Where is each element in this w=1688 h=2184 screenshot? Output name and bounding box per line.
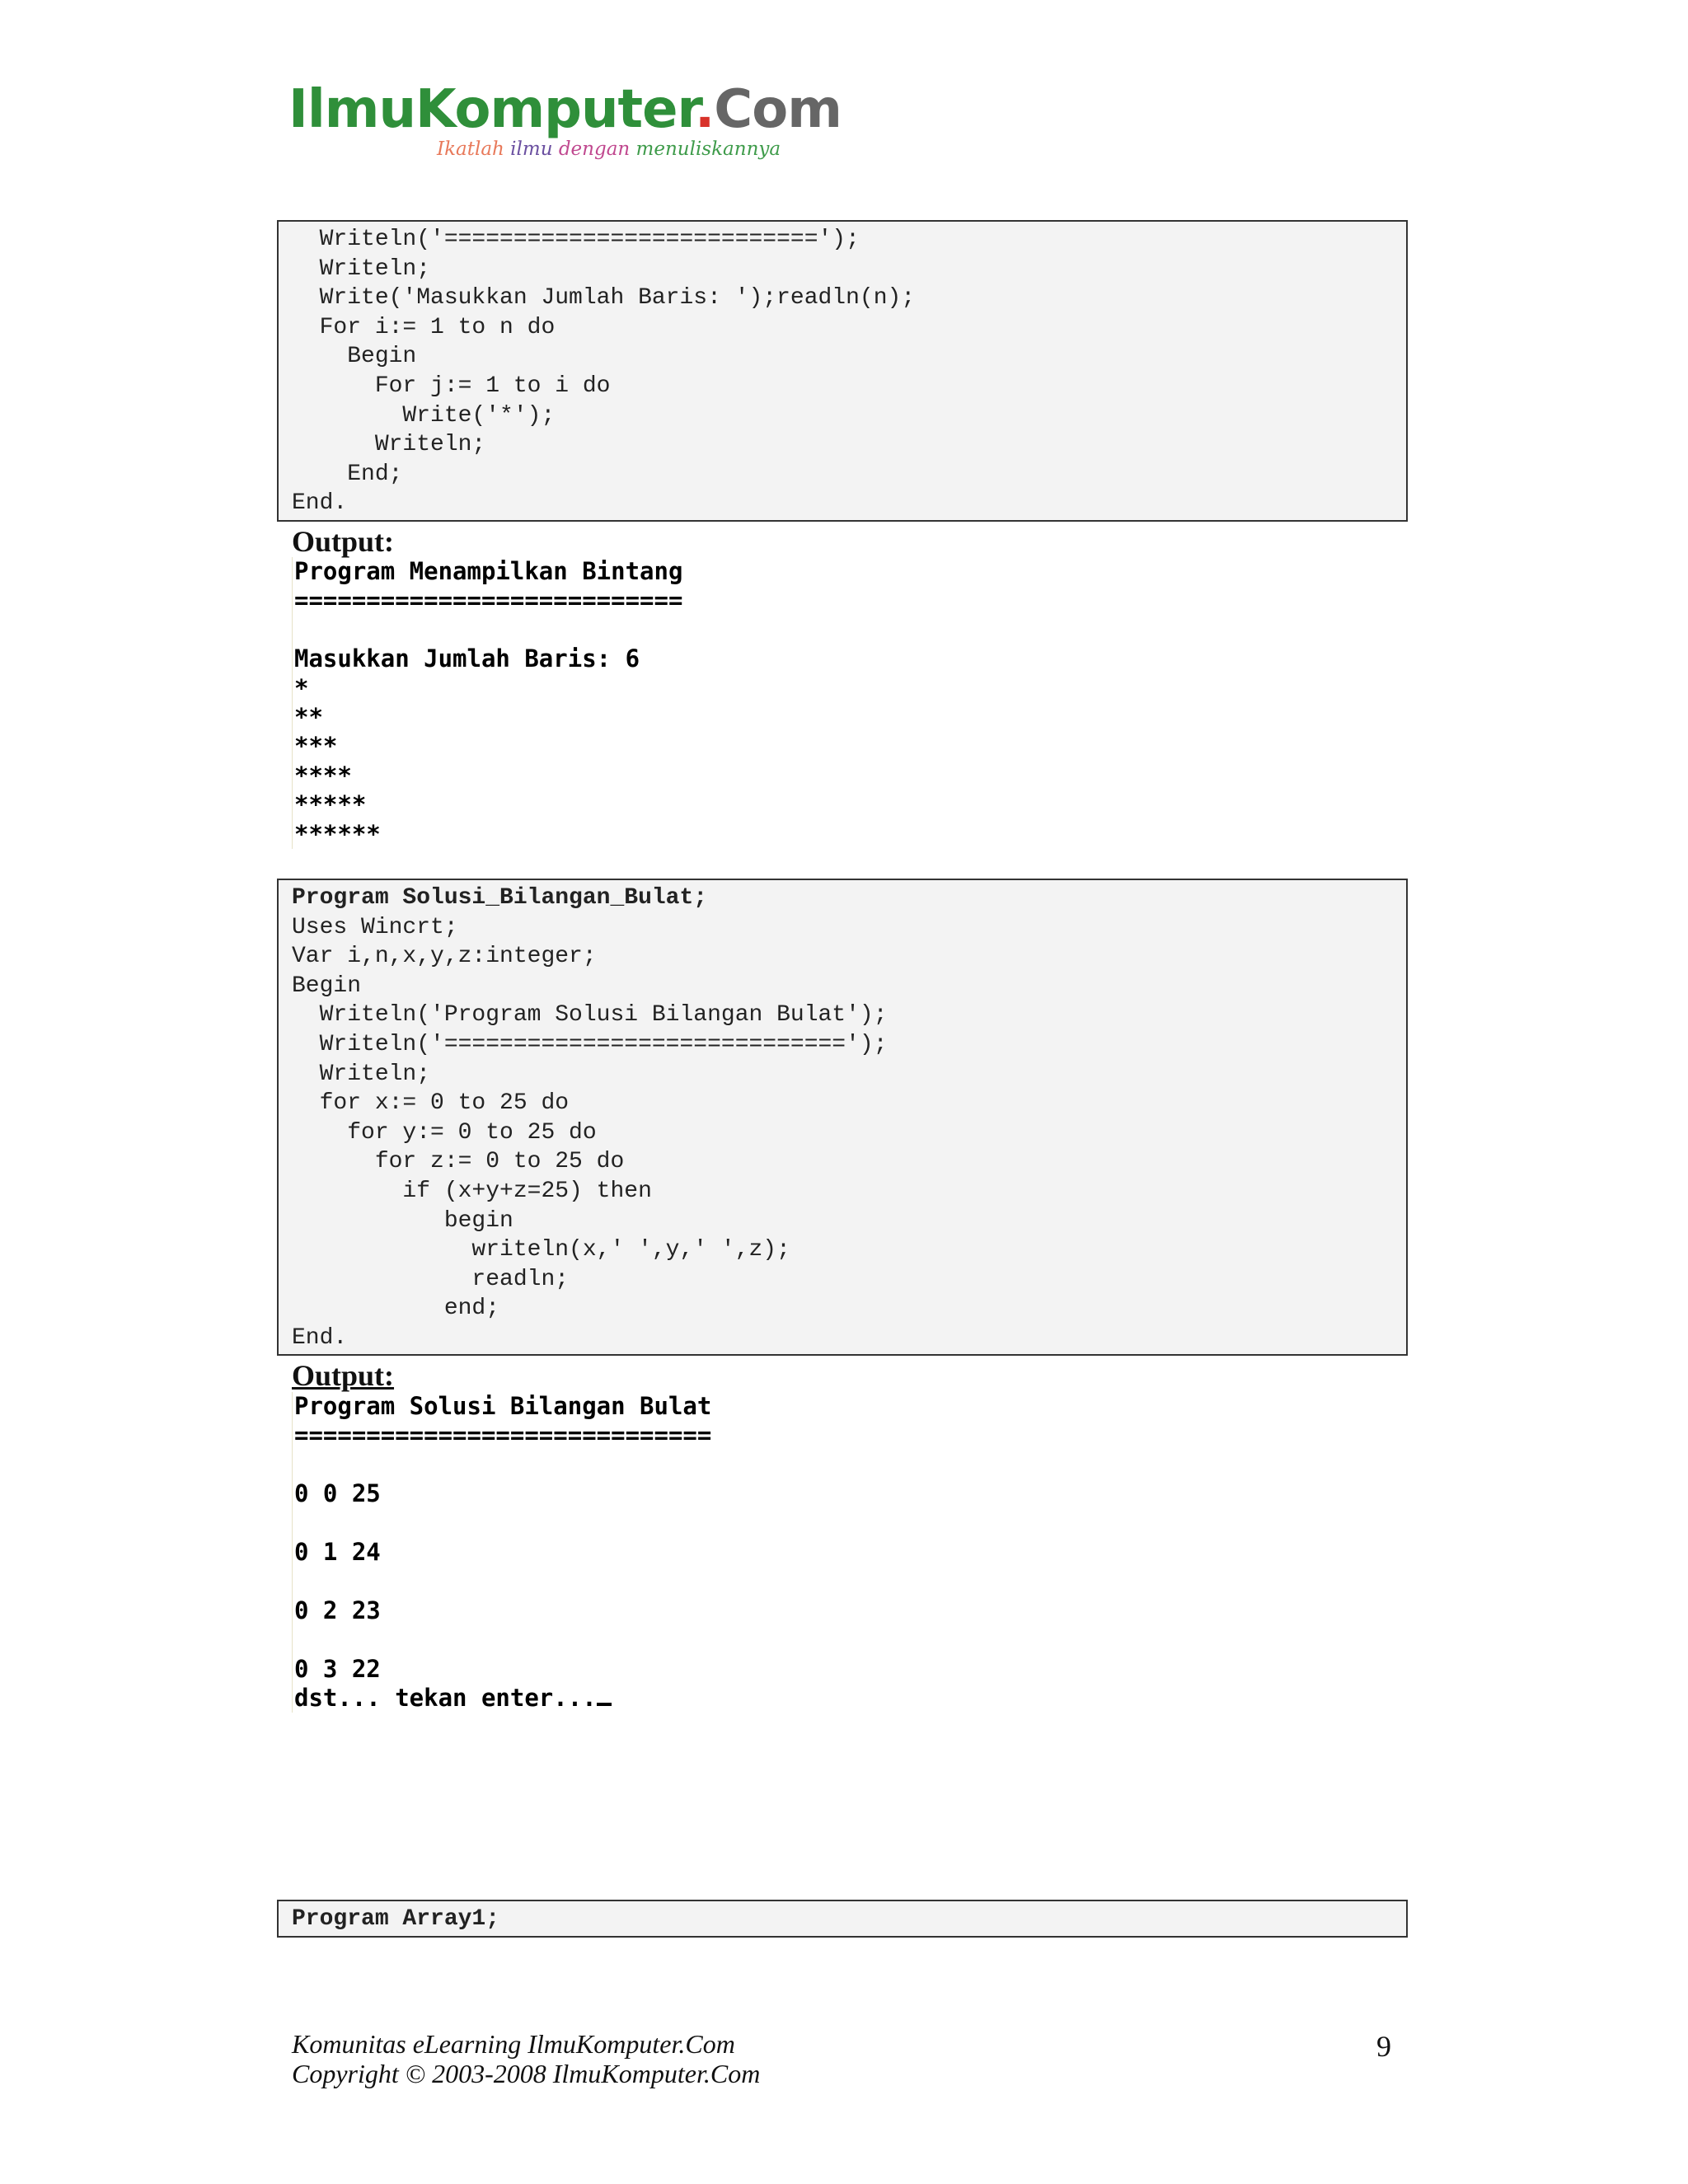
logo-tagline-word: ilmu — [510, 138, 553, 160]
code-line: Uses Wincrt; — [292, 914, 458, 940]
output-heading: Output: — [292, 525, 395, 558]
code-line: readln; — [292, 1266, 570, 1292]
code-line: Writeln('Program Solusi Bilangan Bulat'); — [292, 1002, 888, 1029]
output-heading: Output: — [292, 1359, 395, 1392]
console-line: * — [294, 673, 309, 702]
console-line: *** — [294, 732, 338, 761]
code-line: End. — [292, 1324, 348, 1351]
logo-wordmark-dot: . — [694, 79, 715, 140]
code-line: begin — [292, 1207, 513, 1234]
code-line-program: Program Array1; — [292, 1906, 500, 1932]
footer-copyright: Copyright © 2003-2008 IlmuKomputer.Com — [292, 2059, 761, 2088]
console-line: **** — [294, 761, 352, 790]
logo-tagline-word: Ikatlah — [437, 138, 504, 160]
logo-tagline — [437, 138, 842, 160]
console-line: dst... tekan enter... — [294, 1684, 597, 1713]
code-line: For i:= 1 to n do — [292, 314, 556, 340]
console-line: Masukkan Jumlah Baris: 6 — [294, 644, 640, 673]
footer-community: Komunitas eLearning IlmuKomputer.Com — [292, 2029, 735, 2059]
text-cursor — [597, 1703, 612, 1706]
code-line: for x:= 0 to 25 do — [292, 1090, 570, 1117]
console-line: Program Solusi Bilangan Bulat — [294, 1392, 712, 1420]
console-line: =========================== — [294, 586, 683, 615]
console-line: 0 1 24 — [294, 1538, 381, 1567]
code-block-solusi — [277, 879, 1408, 1356]
code-lines — [279, 222, 1406, 522]
logo-wordmark-com: Com — [714, 79, 842, 140]
code-line: Write('Masukkan Jumlah Baris: ');readln(n); — [292, 285, 916, 312]
code-line: Writeln('============================='); — [292, 1031, 888, 1057]
code-line-program: Program Solusi_Bilangan_Bulat; — [292, 885, 708, 911]
code-line: if (x+y+z=25) then — [292, 1178, 652, 1204]
console-line: ****** — [294, 819, 381, 848]
code-line: End. — [292, 490, 348, 517]
console-line: ============================= — [294, 1421, 712, 1450]
code-line: End; — [292, 461, 403, 487]
logo-wordmark-main: IlmuKomputer — [288, 79, 695, 140]
console-output-bintang — [292, 557, 682, 849]
page-number: 9 — [1376, 2030, 1391, 2063]
console-line: Program Menampilkan Bintang — [294, 557, 683, 585]
code-line: for y:= 0 to 25 do — [292, 1119, 597, 1146]
code-line: Writeln; — [292, 255, 431, 282]
console-output-solusi — [292, 1392, 711, 1713]
console-line: 0 3 22 — [294, 1654, 381, 1683]
console-line: 0 0 25 — [294, 1479, 381, 1508]
page-footer — [292, 2029, 760, 2088]
code-block-array — [277, 1900, 1408, 1938]
code-line: Writeln('==========================='); — [292, 227, 860, 252]
code-line: writeln(x,' ',y,' ',z); — [292, 1237, 790, 1263]
code-lines — [279, 1901, 1406, 1938]
console-line: ***** — [294, 790, 367, 819]
code-block-bintang — [277, 220, 1408, 522]
logo-tagline-word: dengan — [558, 138, 631, 160]
logo-wordmark — [288, 81, 842, 138]
code-line: Var i,n,x,y,z:integer; — [292, 944, 597, 970]
logo-tagline-word: menuliskannya — [635, 138, 781, 160]
code-line: Begin — [292, 972, 362, 999]
code-line: Writeln; — [292, 432, 486, 458]
console-line: 0 2 23 — [294, 1596, 381, 1624]
code-line: Write('*'); — [292, 402, 556, 429]
console-line: ** — [294, 703, 323, 732]
code-lines — [279, 880, 1406, 1357]
site-logo — [288, 81, 842, 160]
code-line: For j:= 1 to i do — [292, 373, 611, 399]
code-line: end; — [292, 1296, 500, 1322]
code-line: Begin — [292, 344, 417, 370]
code-line: Writeln; — [292, 1061, 431, 1087]
code-line: for z:= 0 to 25 do — [292, 1149, 625, 1175]
